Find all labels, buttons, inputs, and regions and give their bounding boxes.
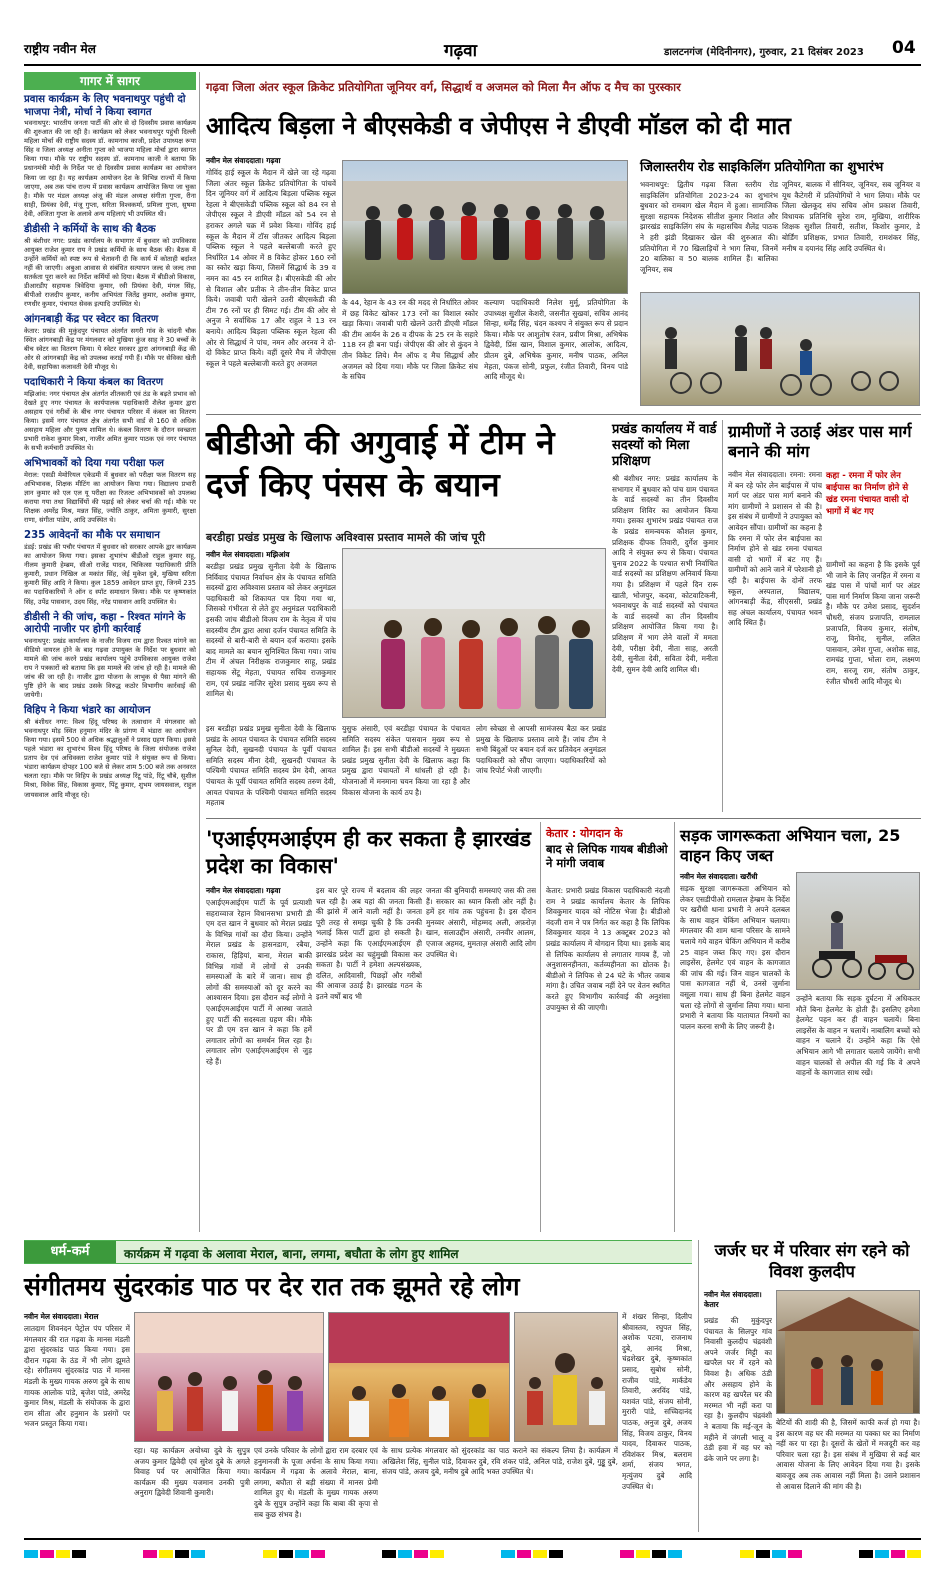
color-chip [40, 1550, 54, 1558]
left-news-item [24, 224, 196, 309]
aimim-divider [540, 822, 541, 1232]
house-headline: जर्जर घर में परिवार संग रहने को विवश कुलदीप [714, 1241, 910, 1281]
yogdan-kicker: केतार : योगदान के [546, 827, 623, 840]
left-news-title: 235 आवेदनों का मौके पर समाधान [24, 530, 160, 542]
color-swatch [143, 1550, 205, 1558]
left-news-title: डीडीसी ने की जांच, कहा - रिश्वत मांगने के आरोपी नाजीर पर होगी कार्रवाई [24, 611, 186, 636]
paper-logo: राष्ट्रीय नवीन मेल [24, 42, 96, 56]
left-news-title: आंगनबाड़ी केंद्र पर स्वेटर का वितरण [24, 314, 159, 326]
house-photo [776, 1290, 920, 1414]
religion-photo-1 [134, 1312, 324, 1442]
house-text-2: बेटियों की शादी की है, जिसमें काफी कर्ज हो गया है। इस कारण वह घर की मरम्मत या पक्का घर का निर्माण नहीं कर पा रहा है। दूसरों के खेतों में मजदूरी कर वह परिवार चला रहा है। इस संबंध में मुखिया से कई बार आवास योजना के लिए आवेदन दिया गया है। इसके बावजूद अब तक आवास नहीं मिला है। उसने प्रशासन से आवास दिलाने की मांग की है। [776, 1418, 920, 1491]
color-swatch [740, 1550, 802, 1558]
color-chip [24, 1550, 38, 1558]
religion-byline: नवीन मेल संवाददाता। मेराल [24, 1312, 99, 1321]
road-safety-headline: सड़क जागरूकता अभियान चला, 25 वाहन किए जब्त [680, 826, 901, 865]
religion-photo-3 [514, 1312, 618, 1442]
left-news-item [24, 377, 196, 453]
yogdan-text: केतार: प्रभारी प्रखंड विकास पदाधिकारी नंदजी राम ने प्रखंड कार्यालय केतार के लिपिक शिवकुमार यादव को नोटिस भेजा है। बीडीओ नंदजी राम ने पत्र निर्गत कर कहा है कि लिपिक शिवकुमार यादव ने 13 अक्टूबर 2023 को प्रखंड कार्यालय में योगदान दिया था। इसके बाद से लिपिक कार्यालय से लगातार गायब हैं, जो अनुशासनहीनता, कर्तव्यहीनता का द्योतक है। बीडीओ ने लिपिक से 24 घंटे के भीतर जवाब मांगा है। उचित जवाब नहीं देने पर वेतन स्थगित करते हुए विभागीय कार्रवाई की अनुशंसा उपायुक्त से की जाएगी। [546, 886, 670, 1012]
color-chip [549, 1550, 563, 1558]
left-news-text: मझिआंव: नगर पंचायत क्षेत्र अंतर्गत शीतकारी एवं ठंड के बढ़ते प्रभाव को देखते हुए नगर पंचायत के कार्यपालक पदाधिकारी शैलेश कुमार द्वारा असहाय एवं गरीबों के बीच नगर पंचायत परिसर में कंबल का वितरण किया। इसमें नगर पंचायत क्षेत्र अंतर्गत सभी वार्ड से 160 से अधिक असहाय महिला और पुरुष शामिल थे। कंबल वितरण के दौरान स्वच्छता प्रभारी राकेश कुमार मिश्रा, नाजीर अमित कुमार पाठक एवं नगर पंचायत के सभी कर्मचारी उपस्थित थे। [24, 389, 196, 453]
cricket-text-2: के 44, रेहान के 43 रन की मदद से निर्धारित ओवर में छह विकेट खोकर 173 रनों का विशाल स्कोर खड़ा किया। जवाबी पारी खेलने उतरी डीएवी मॉडल की टीम आर्यन के 26 व दीपक के 25 रन के सहारे 118 रन ही बना पाई। जेपीएस की ओर से कुंदन ने तीन विकेट लिये। मैन ऑफ द मैच सिद्धार्थ और अजमल को दिया गया। मौके पर जिला क्रिकेट संघ के सचिव [342, 298, 478, 382]
color-chip [517, 1550, 531, 1558]
color-chip [501, 1550, 515, 1558]
color-chip [295, 1550, 309, 1558]
village-road-highlight: कहा - रमना में फोर लेन बाईपास का निर्माण होने से खंड रमना पंचायत वासी दो भागों में बंट गए [826, 471, 909, 517]
divider-cricket [206, 414, 921, 415]
section-title: गढ़वा [444, 41, 477, 61]
left-news-text: भवनाथपुर: प्रखंड कार्यालय के नाजीर विजय राम द्वारा रिश्वत मांगने का वीडियो वायरल होने के बाद गढ़वा उपायुक्त के निर्देश पर बुधवार को मामले की जांच करने प्रखंड कार्यालय पहुंचे उपविकास आयुक्त राजेश राय ने पत्रकारों को बताया कि इस मामले की जांच हो रही है। मामले की जांच की जा रही है। नाजीर द्वारा योजना के लाभुक से पैसा मांगने की पुष्टि होने के बाद प्रखंड उसके विरुद्ध कठोर विभागीय कार्रवाई की जायेगी। [24, 636, 196, 700]
village-road-headline: ग्रामीणों ने उठाई अंडर पास मार्ग बनाने की मांग [728, 422, 912, 461]
left-news-title: प्रवास कार्यक्रम के लिए भवनाथपुर पहुंची दो भाजपा नेत्री, मोर्चा ने किया स्वागत [24, 94, 186, 118]
left-news-title: अभिभावकों को दिया गया परीक्षा फल [24, 458, 164, 470]
motorcycles-icon [797, 873, 920, 990]
road-safety-byline: नवीन मेल संवाददाता। खरौंधी [680, 872, 758, 881]
yogdan-divider [674, 822, 675, 1232]
cycling-text-2: जूनियर, बालक में सीनियर, जूनियर, सब जूनियर व यूथ कैटेगरी में प्रतियोगियों ने भाग लिया। मौके पर जिला खेलकूद संघ सचिव ओम प्रकाश तिवारी, विधायक प्रतिनिधि सुरेश राम, मुखिया, शारीरिक शिक्षक सुशील तिवारी, सतीश, किशोर कुमार, डे बोर्डिंग प्रशिक्षक, प्रभात तिवारी, रामशंकर सिंह, मनीष व दयानंद सिंह आदि उपस्थित थे। [782, 180, 920, 253]
left-column [24, 72, 196, 1232]
color-chip [652, 1550, 666, 1558]
color-swatch [24, 1550, 86, 1558]
religion-text-2: रहा। यह कार्यक्रम अयोध्या दुबे के सुपुत्र अजय कुमार द्विवेदी एवं सुरेश दुबे के अगले विवाह पर्व पर आयोजित किया गया। कार्यक्रम की मुख्य यजमान उनकी पुत्री अनुराग द्विवेदी शिवानी कुमारी। [134, 1446, 250, 1498]
aimim-text-3: जनता की बुनियादी समस्याएं जस की तस हैं। सरकार का ध्यान किसी ओर नहीं है। हमें हर गांव तक पहुंचना है। इस दौरान मुनव्वर अंसारी, मोहम्मद अली, अफ़रोज़ खान, सलाउद्दीन अंसारी, तनवीर आलम, एजाज अहमद, मुमताज़ अंसारी आदि लोग उपस्थित थे। [426, 886, 536, 959]
bdo-text-1: बरडीहा प्रखंड प्रमुख सुनीता देवी के खिलाफ निर्विवाद पंचायत निर्वाचन क्षेत्र के पंचायत समिति सदस्यों द्वारा अविश्वास प्रस्ताव को लेकर अनुमंडल पदाधिकारी को शिकायत पत्र दिया गया था, जिसको गंभीरता से लेते हुए अनुमंडल पदाधिकारी इसकी जांच बीडीओ विजय राम के नेतृत्व में पांच सदस्यीय टीम द्वारा आधा दर्जन पंचायत समिति के सदस्यों से बारी-बारी से बयान दर्ज कराया। इसके बाद मामले का बयान सुनिश्चित किया गया। जांच टीम में अंचल निरीक्षक राजकुमार साहू, प्रखंड सहायक सेंटू मेहता, पंचायत सचिव राजकुमार राम, एवं प्रखंड नाजिर सुरेश प्रसाद मुख्य रूप से शामिल थे। [206, 562, 336, 699]
stage-icon [329, 1313, 510, 1442]
religion-tag: धर्म-कर्म [24, 1241, 116, 1263]
left-news-text: श्री बंशीधर नगर: प्रखंड कार्यालय के सभागार में बुधवार को उपविकास आयुक्त राजेश कुमार राय ने प्रखंड कर्मियों के साथ बैठक की। बैठक में उन्होंने कर्मियों को स्पष्ट रूप से चेतावनी दी कि कार्य में कोताही बर्दाश्त नहीं की जाएगी। अबुआ आवास से संबंधित सत्यापन जल्द से जल्द तथा सतर्कता पूरा करने का निर्देश कर्मियों को दिया। बैठक में बीडीओ विकास, डीआरडीए सहायक त्रिवेदिया कुमार, रवी प्रियंका देवी, मंगल सिंह, बीपीओ राजदीप कुमार, कनीय अभियंता जितेंद्र कुमार, अशोक कुमार, रणधीर कुमार, पंचायत सेवक इत्यादि उपस्थित थे। [24, 236, 196, 309]
aimim-text-1: एआईएमआईएम पार्टी के पूर्व प्रत्याशी सहराव्वाज रेहान विधानसभा प्रभारी डी एम दत्त खान ने बुधवार को मेराल प्रखंड के विभिन्न गांवों का दौरा किया। उन्होंने मेराल प्रखंड के हासनडाग, रबैया, राकास, हिड़ियां, बाना, मेराल बाकी विभिन्न गांवों में लोगों से उनकी समस्याओं के बारे में जाना। साथ ही लोगों की समस्याओं को दूर करने का आश्वासन दिया। इस दौरान कई लोगों ने एआईएमआईएम पार्टी में आस्था जताते हुए पार्टी की सदस्यता ग्रहण की। मौके पर डी एम दत्त खान ने कहा कि हमें लगातार लोगों का समर्थन मिल रहा है। लगातार लोग एआईएमआईएम से जुड़ रहे हैं। [206, 898, 312, 1066]
color-chip [891, 1550, 905, 1558]
training-text: श्री बंशीधर नगर: प्रखंड कार्यालय के सभागार में बुधवार को पांच ग्राम पंचायत के वार्ड सदस्यों का तीन दिवसीय प्रशिक्षण शिविर का आयोजन किया गया। इसका शुभारंभ प्रखंड पंचायत राज के प्रखंड समन्वयक कौशल कुमार, प्रशिक्षक दीपक तिवारी, दुर्गेश कुमार आदि ने संयुक्त रूप से किया। पंचायत चुनाव 2022 के पश्चात सभी निर्वाचित वार्ड सदस्यों का प्रशिक्षण अनिवार्य किया गया है। प्रशिक्षण में पहले दिन रारू खाती, भोजपुर, कदवा, कोटवाटिकनी, भवनाथपुर के वार्ड सदस्यों को पंचायत के वार्ड सदस्यों का तीन दिवसीय प्रशिक्षण आयोजित किया गया है। प्रशिक्षण में भाग लेने वालों में ममता देवी, परीक्षा देवी, नीता साह, अरती देवी, सुनीता देवी, सविता देवी, मनीता देवी, सुमन देवी आदि शामिल थी। [612, 474, 718, 674]
color-swatch [382, 1550, 444, 1558]
masthead-rule [24, 64, 921, 66]
house-text-1: प्रखंड की मुकुंदपुर पंचायत के सिलपुर गांव निवासी कुलदीप चंद्रवंशी अपने जर्जर मिट्टी का खपरैल घर में रहने को विवश है। अधिक ठंडी और असहाय होने के कारण वह खपरैल घर की मरम्मत भी नहीं करा पा रहा है। कुलदीप चंद्रवंशी ने बताया कि मई-जून के महीने में जंगली भालू व ठंडी हवा में वह घर को ढंके जाने पर लगा है। [704, 1316, 772, 1463]
aimim-headline: 'एआईएमआईएम ही कर सकता है झारखंड प्रदेश का विकास' [206, 827, 531, 878]
color-chip [414, 1550, 428, 1558]
color-chip [398, 1550, 412, 1558]
footer-rule [24, 1538, 921, 1540]
masthead [24, 36, 921, 62]
left-news-text: भवनाथपुर: भारतीय जनता पार्टी की ओर से दो दिवसीय प्रवास कार्यक्रम की शुरुआत की जा रही है। कार्यक्रम को लेकर भवनाथपुर पहुंची दिल्ली महिला मोर्चा की राष्ट्रीय सदस्य डॉ. कामनाथ काजी, प्रदेश उपाध्यक्ष रूपा सिंह व जिला अध्यक्ष अनीता गुप्ता को भाजपा महिला मोर्चा द्वारा स्वागत किया गया। मौके पर राष्ट्रीय सदस्य डॉ. कामनाथ काजी ने बताया कि प्रधानमंत्री मोदी के निर्देश पर दो दिवसीय प्रवास कार्यक्रम का आयोजन किया जा रहा है। यह कार्यक्रम आयोजन देश के विभिन्न राज्यों में किया जाएगा, अब तक पांच राज्य में प्रवास कार्यक्रम आयोजित किया जा चुका है। मौके पर मंडल अध्यक्ष अंजू की मंडल अध्यक्ष संगीता गुप्ता, रीना साही, प्रियंका देवी, मंजू गुप्ता, सरिता विश्वकर्मा, प्रमिला गुप्ता, सुषमा देवी, अंजिता गुप्ता के अलावे अन्य महिलाएं भी उपस्थित थी। [24, 119, 196, 218]
bdo-text-2: इस बरडीहा प्रखंड प्रमुख सुनीता देवी के खिलाफ प्रखंड के आयत पंचायत के पंचायत समिति सदस्य सुनिल देवी, सुखनदी पंचायत के पूर्वी पंचायत समिति सदस्य मीना देवी, सुखनदी पंचायत के पश्चिमी पंचायत समिति सदस्य प्रेम देवी, आयत पंचायत के पूर्वी पंचायत समिति सदस्य तरुण देवी, आयत पंचायत के पश्चिमी पंचायत समिति सदस्य महताब [206, 724, 336, 808]
color-chip [382, 1550, 396, 1558]
left-news-item [24, 705, 196, 799]
cricket-team-photo [342, 160, 628, 294]
left-news-title: पदाधिकारी ने किया कंबल का वितरण [24, 377, 164, 389]
color-chip [772, 1550, 786, 1558]
left-news-text: केतार: प्रखंड की मुकुंदपुर पंचायत अंतर्गत सगरी गांव के चांदनी चौक स्थित आंगनबाड़ी केंद्र पर मंगलवार को मुखिया कुंज साह ने 30 बच्चों के बीच स्वेटर का वितरण किया। ये स्वेटर सरकार द्वारा आंगनबाड़ी केंद्र की ओर से आंगनबाड़ी केंद्र को उपलब्ध कराई गयी हैं। मौके पर सेविका खेती देवी, सहायिका कलावती देवी मौजूद थे। [24, 326, 196, 372]
color-chip [636, 1550, 650, 1558]
cricket-byline: नवीन मेल संवाददाता। गढ़वा [206, 156, 281, 165]
color-chip [859, 1550, 873, 1558]
religion-text-3: एवं उनके परिवार के लोगों द्वारा राम दरबार एवं हनुमानजी के पूजा अर्चना के साथ किया गया। कार्यक्रम में गढ़वा के अलावे मेराल, बाना, लगमा, बघौता से बड़ी संख्या में मानस प्रेमी शामिल हुए थे। मंडली के मुख्य गायक अरुण दुबे के सुपुत्र उन्होंने कहा कि बाबा की कृपा से सब कुछ संभव है। [254, 1446, 378, 1519]
color-chip [907, 1550, 921, 1558]
page-number: 04 [892, 38, 916, 58]
training-divider [722, 420, 723, 812]
color-chip [143, 1550, 157, 1558]
cricket-text-3: कल्याण पदाधिकारी निलेश मुर्मू, प्रतियोगिता के उपाध्यक्ष सुशील केशरी, जसनीत सुखवां, सचिव आनंद सिन्हा, धर्मेंद्र सिंह, चंदन कश्यप ने संयुक्त रूप से प्रदान किया। मौके पर आशुतोष रंजन, प्रवीण मिश्रा, अभिषेक द्विवेदी, प्रिंस खान, विशाल कुमार, आलोक, आदित्य, प्रीतम दुबे, अभिषेक कुमार, मनीष पाठक, अनिल मेहता, पंकज सोनी, प्रफुल, रंजीत तिवारी, विनय पांडे आदि मौजूद थे। [484, 298, 628, 382]
color-swatch [620, 1550, 682, 1558]
cycling-photo [640, 292, 920, 406]
color-chip [175, 1550, 189, 1558]
color-chip [430, 1550, 444, 1558]
registration-marks [24, 1548, 921, 1560]
road-safety-text-1: सड़क सुरक्षा जागरूकता अभियान को लेकर एसडीपीओ रामलाल हेम्ब्रम के निर्देश पर खरौंधी थाना प्रभारी ने अपने दलबल के साथ वाहन चेकिंग अभियान चलाया। मंगलवार की शाम थाना परिसर के सामने चलाये गये वाहन चेकिंग अभियान में करीब 25 वाहन जब्त किए गए। इस दौरान लाइसेंस, हेलमेट एवं वाहन के कागजात की जांच की गई। जिन वाहन चालकों के पास कागजात नहीं थे, उनसे जुर्माना वसूला गया। साथ ही बिना हेलमेट वाहन चला रहे लोगों से जुर्माना लिया गया। थाना प्रभारी ने बताया कि यातायात नियमों का पालन करना सभी के लिए जरूरी है। [680, 884, 790, 1031]
aimim-byline: नवीन मेल संवाददाता। गढ़वा [206, 886, 281, 895]
village-road-text-1: नवीन मेल संवाददाता। रमना: रमना में बन रहे फोर लेन बाईपास में पांच मार्ग पर अंडर पास मार्ग बनाने की मांग ग्रामीणों ने प्रशासन से की है। इस संबंध में ग्रामीणों ने उपायुक्त को आवेदन सौंपा। ग्रामीणों का कहना है कि रमना में फोर लेन बाईपास का निर्माण होने से खंड रमना पंचायत वासी दो भागों में बंट गए हैं। ग्रामीणों को आने जाने में परेशानी हो रही है। बाईपास के दोनों तरफ स्कूल, अस्पताल, विद्यालय, आंगनबाड़ी केंद्र, सीएससी, प्रखंड सह अंचल कार्यालय, पंचायत भवन आदि स्थित हैं। [728, 470, 822, 628]
left-banner: गागर में सागर [24, 72, 196, 90]
religion-text-1: लातदाग शिवनंदन पेट्रोल पंप परिसर में मंगलवार की रात गढ़वा के मानस मंडली द्वारा सुंदरकांड पाठ किया गया। इस दौरान गढ़वा के ठंड में भी लोग झूमते रहे। संगीतमय सुंदरकांड पाठ में मानस मंडली के मुख्य गायक अरुण दुबे के साथ गायक आलोक पांडे, बृजेश पांडे, अमरेंद्र कुमार मिश्र, मंडली के संयोजक के द्वारा राम सीता और हनुमान के प्रसंगों पर भजन प्रस्तुत किया गया। [24, 1324, 130, 1429]
religion-text-5: में शंखर सिन्हा, दिलीप श्रीवास्तव, रघुपत सिंह, अशोक पटवा, राजनाथ दुबे, आनंद मिश्रा, चंद्रशेखर दुबे, कृष्णकांत प्रसाद, सुबोध सोनी, राजीव पांडे, मार्कंडेय तिवारी, अरविंद पांडे, यशवंत पांडे, संजय सोनी, मुरारी पांडे, सच्चिदानंद पाठक, अनुज दुबे, अजय सिंह, विजय ठाकुर, विनय यादव, दिवाकर पाठक, रविशंकर मिश्र, बलराम शर्मा, संजय भगत, मृत्युंजय दुबे आदि उपस्थित थे। [622, 1312, 692, 1491]
left-news-item [24, 530, 196, 606]
road-safety-text-2: उन्होंने बताया कि सड़क दुर्घटना में अधिकतर मौतें बिना हेलमेट के होती हैं। इसलिए हमेशा हेलमेट पहन कर ही वाहन चलायें। बिना लाइसेंस के वाहन न चलायें। नाबालिग बच्चों को वाहन न चलाने दें। उन्होंने कहा कि ऐसे अभियान आगे भी लगातार चलाये जायेंगे। सभी वाहन चालकों से अपील की गई कि वे अपने वाहनों के कागजात साथ रखें। [796, 994, 920, 1078]
left-column-divider [199, 72, 200, 1232]
cricket-headline: आदित्य बिड़ला ने बीएसकेडी व जेपीएस ने डीएवी मॉडल को दी मात [206, 112, 791, 140]
color-chip [311, 1550, 325, 1558]
cycling-text-1: भवनाथपुर: द्वितीय गढ़वा जिला स्तरीय रोड साइकिलिंग प्रतियोगिता 2023-24 का शुभारंभ बुधवार को रामबाग खेल मैदान में हुआ। सामाजिक सुरक्षा सहायक निदेशक सीतीश कुमार निशांत और झारखंड साइकिलिंग संघ के महासचिव शैलेंद्र पाठक ने हरी झंडी दिखाकर खेल की शुरुआत की। प्रतियोगिता में 70 खिलाड़ियों ने भाग लिया, जिनमें 20 बालिका व 50 बालक शामिल हैं। बालिका जूनियर, सब [640, 180, 778, 274]
bdo-photo [342, 548, 606, 718]
left-news-item [24, 314, 196, 372]
house-byline: नवीन मेल संवाददाता। केतार [704, 1290, 762, 1309]
left-news-text: डंडई: प्रखंड की पचौर पंचायत में बुधवार को सरकार आपके द्वार कार्यक्रम का आयोजन किया गया। इसका शुभारंभ बीडीओ राहुल कुमार सहू, नीलम कुमारी हेम्ब्रम, सीओ राजेंद्र यादव, चिकित्सा पदाधिकारी प्रीति कुमारी, प्रधान निखिल अ मकांत सिंह, जेई मुकेश दुबे, मुखिया सरिता कुमारी सिंह आदि ने किया। कुल 1859 आवेदन प्राप्त हुए, जिनमें 235 का पदाधिकारियों ने ऑन द स्पॉट समाधान किया। मौके पर कृष्णकांत सिंह, उपेंद्र पासवान, उदय सिंह, नरेंद्र पासवान आदि उपस्थित थे। [24, 542, 196, 606]
color-chip [191, 1550, 205, 1558]
group-of-people-icon [343, 549, 606, 718]
religion-divider [698, 1240, 699, 1532]
religion-kicker: कार्यक्रम में गढ़वा के अलावा मेराल, बाना, लगमा, बघौता के लोग हुए शामिल [124, 1247, 459, 1261]
color-chip [263, 1550, 277, 1558]
religion-headline: संगीतमय सुंदरकांड पाठ पर देर रात तक झूमते रहे लोग [24, 1272, 520, 1301]
left-news-title: विहिप ने किया भंडारे का आयोजन [24, 705, 151, 717]
divider-mid [206, 818, 921, 819]
road-safety-photo [796, 872, 920, 990]
cricket-text-1: गोविंद हाई स्कूल के मैदान में खेले जा रहे गढ़वा जिला अंतर स्कूल क्रिकेट प्रतियोगिता के पांचवें दिन जूनियर वर्ग में आदित्य बिड़ला पब्लिक स्कूल रेहला ने बीएसकेडी पब्लिक स्कूल को 84 रन से जेपीएस स्कूल ने डीएवी मॉडल को 54 रन से हराकर अगले चक्र में प्रवेश किया। गोविंद हाई स्कूल के मैदान में टॉस जीतकर आदित्य बिड़ला पब्लिक स्कूल ने पहले बल्लेबाजी करते हुए निर्धारित 14 ओवर में 8 विकेट होकर 160 रनों का स्कोर खड़ा किया, जिसमें सिद्धार्थ के 39 व नमन का 45 रन शामिल है। बीएसकेडी की ओर से विशाल और प्रतीक ने तीन-तीन विकेट प्राप्त किये। जवाबी पारी खेलने उतरी बीएसकेडी की टीम 76 रनों पर ही सिमट गई। टीम की ओर से अनुज ने सर्वाधिक 17 और राहुल ने 13 रन बनाये। आदित्य बिड़ला पब्लिक स्कूल रेहला की ओर से सिद्धार्थ ने पांच, नमन और अरनव ने दो-दो विकेट प्राप्त किये। वहीं दूसरे मैच में जेपीएस स्कूल ने पहले बल्लेबाजी करते हुए अजमल [206, 168, 336, 368]
left-news-item [24, 458, 196, 525]
color-swatch [263, 1550, 325, 1558]
color-chip [875, 1550, 889, 1558]
bdo-text-4: लोग स्वेच्छा से आपसी सामंजस्य बैठा कर प्रखंड प्रमुख के खिलाफ प्रस्ताव लाये हैं। जांच टीम ने सभी बिंदुओं पर बयान दर्ज कर प्रतिवेदन अनुमंडल पदाधिकारी को सौंपा जाएगा। पदाधिकारियों को जांच रिपोर्ट भेजी जाएगी। [476, 724, 606, 776]
left-news-text: श्री बंशीधर नगर: विश्व हिंदू परिषद के तत्वाधान में मंगलवार को भवनाथपुर मोड़ स्थित हनुमान मंदिर के प्रांगण में भंडारा का आयोजन किया गया। इसमें 500 से अधिक श्रद्धालुओं ने प्रसाद ग्रहण किया। इससे पहले भंडारा का शुभारंभ विश्व हिंदू परिषद के जिला संयोजक राजेश प्रताप देव एवं अधिवक्ता राजेश कुमार पांडे ने संयुक्त रूप से किया। भंडारा कार्यक्रम दोपहर 100 बजे से लेकर शाम 5:00 बजे तक अनवरत चलता रहा। मौके पर विहिप के प्रखंड अध्यक्ष रिंटू पांडे, रिंटू चौबे, सुशील मिश्रा, विवेक सिंह, विकास कुमार, पिंटू कुमार, शुभम जायसवाल, राहुल जायसवाल आदि मौजूद रहे। [24, 717, 196, 799]
color-chip [668, 1550, 682, 1558]
footer-color-bar [24, 1548, 921, 1560]
color-swatch [501, 1550, 563, 1558]
religion-banner [24, 1240, 692, 1264]
color-chip [756, 1550, 770, 1558]
bdo-text-3: युसुफ अंसारी, एवं बरडीहा पंचायत के पंचायत समिति सदस्य संकेत पासवान मुख्य रूप से शामिल हैं। इस सभी बीडीओ सदस्यों ने मुख्यतः प्रखंड प्रमुख सुनीता देवी के खिलाफ कहा कि प्रमुख द्वारा पंचायतों में धांधली हो रही है। योजनाओं में मनमाना चयन किया जा रहा है और विकास योजना के कार्य ठप है। [342, 724, 470, 797]
village-road-text-2: ग्रामीणों का कहना है कि इसके पूर्व भी जाने के लिए जनहित में रमना व खंड पास में पांचों मार्ग पर अंडर पास मार्ग निर्माण किया जाना जरूरी है। मौके पर उमेश प्रसाद, सुदर्शन चौधरी, संजय प्रजापति, रामलाल प्रजापति, विजय कुमार, संतोष, राजू, विनोद, सुनील, ललित पासवान, उमेश गुप्ता, अशोक साह, रामचंद्र गुप्ता, भोला राम, लक्ष्मण राम, सरजू राम, संतोष ठाकुर, रंजीत चौधरी आदि मौजूद थे। [826, 560, 920, 686]
bdo-subhead: बरडीहा प्रखंड प्रमुख के खिलाफ अविश्वास प्रस्ताव मामले की जांच पूरी [206, 531, 486, 544]
worship-icon [515, 1313, 618, 1442]
religion-text-4: के साथ प्रत्येक मंगलवार को सुंदरकांड का पाठ कराने का संकल्प लिया है। कार्यक्रम में अखिलेश सिंह, सुनील पांडे, दिवाकर दुबे, रवि शंकर पांडे, अनिल पांडे, राजेश दुबे, गुड्डू दुबे, संजय पांडे, अजय दुबे, मनीष दुबे आदि भक्त उपस्थित थे। [382, 1446, 618, 1477]
religion-photo-2 [328, 1312, 510, 1442]
left-news-title: डीडीसी ने कर्मियों के साथ की बैठक [24, 224, 156, 236]
cricket-kicker: गढ़वा जिला अंतर स्कूल क्रिकेट प्रतियोगिता जूनियर वर्ग, सिद्धार्थ व अजमल को मिला मैन ऑफ द मैच का पुरस्कार [206, 80, 681, 94]
aimim-text-2: इस बार पूरे राज्य में बदलाव की लहर चल रही है। अब यहां की जनता किसी की झांसे में आने वाली नहीं है। जनता पूरी तरह से समझ चुकी है कि उनकी भलाई किस पार्टी द्वारा हो सकती है। उन्होंने कहा कि एआईएमआईएम ही झारखंड प्रदेश का चहुंमुखी विकास कर सकता है। पार्टी ने हमेशा अल्पसंख्यक, दलित, आदिवासी, पिछड़ों और गरीबों की आवाज उठाई है। झारखंड गठन के इतने वर्षों बाद भी [316, 886, 422, 1001]
training-headline: प्रखंड कार्यालय में वार्ड सदस्यों को मिला प्रशिक्षण [612, 422, 717, 469]
color-chip [620, 1550, 634, 1558]
color-chip [279, 1550, 293, 1558]
left-news-item [24, 94, 196, 219]
cycling-headline: जिलास्तरीय रोड साइकिलिंग प्रतियोगिता का शुभारंभ [640, 160, 884, 175]
color-chip [72, 1550, 86, 1558]
color-chip [159, 1550, 173, 1558]
devotees-icon [135, 1313, 324, 1442]
team-silhouettes-icon [343, 161, 628, 294]
yogdan-headline: बाद से लिपिक गायब बीडीओ ने मांगी जवाब [546, 842, 668, 870]
color-swatch [859, 1550, 921, 1558]
bdo-byline: नवीन मेल संवाददाता। मझिआंव [206, 550, 290, 559]
color-chip [788, 1550, 802, 1558]
color-chip [533, 1550, 547, 1558]
left-news-item [24, 612, 196, 701]
cyclists-icon [641, 293, 920, 406]
left-news-text: मेराल: एसडी मेमोरियल एकेडमी में बुधवार को परीक्षा फल वितरण सह अभिभावक, शिक्षक मीटिंग का आयोजन किया गया। विद्यालय प्रभारी ज्ञान कुमार को एल एल यू परीक्षा का रिजल्ट अभिभावकों को उपलब्ध कराया गया तथा विद्यार्थियों की पढ़ाई को लेकर चर्चा की गई। मौके पर शिक्षक अमरेंद्र मिश्र, मन्नत सिंह, ज्योति ठाकुर, अमिता कुमारी, सुरक्षा राणा, संगीता पांडेय, आदि उपस्थित थे। [24, 470, 196, 525]
dateline: डालटनगंज (मेदिनीनगर), गुरुवार, 21 दिसंबर 2023 [664, 47, 864, 58]
left-items [24, 94, 196, 800]
bdo-headline: बीडीओ की अगुवाई में टीम ने दर्ज किए पंसस के बयान [206, 423, 555, 504]
damaged-house-icon [777, 1291, 920, 1414]
color-chip [740, 1550, 754, 1558]
color-chip [56, 1550, 70, 1558]
